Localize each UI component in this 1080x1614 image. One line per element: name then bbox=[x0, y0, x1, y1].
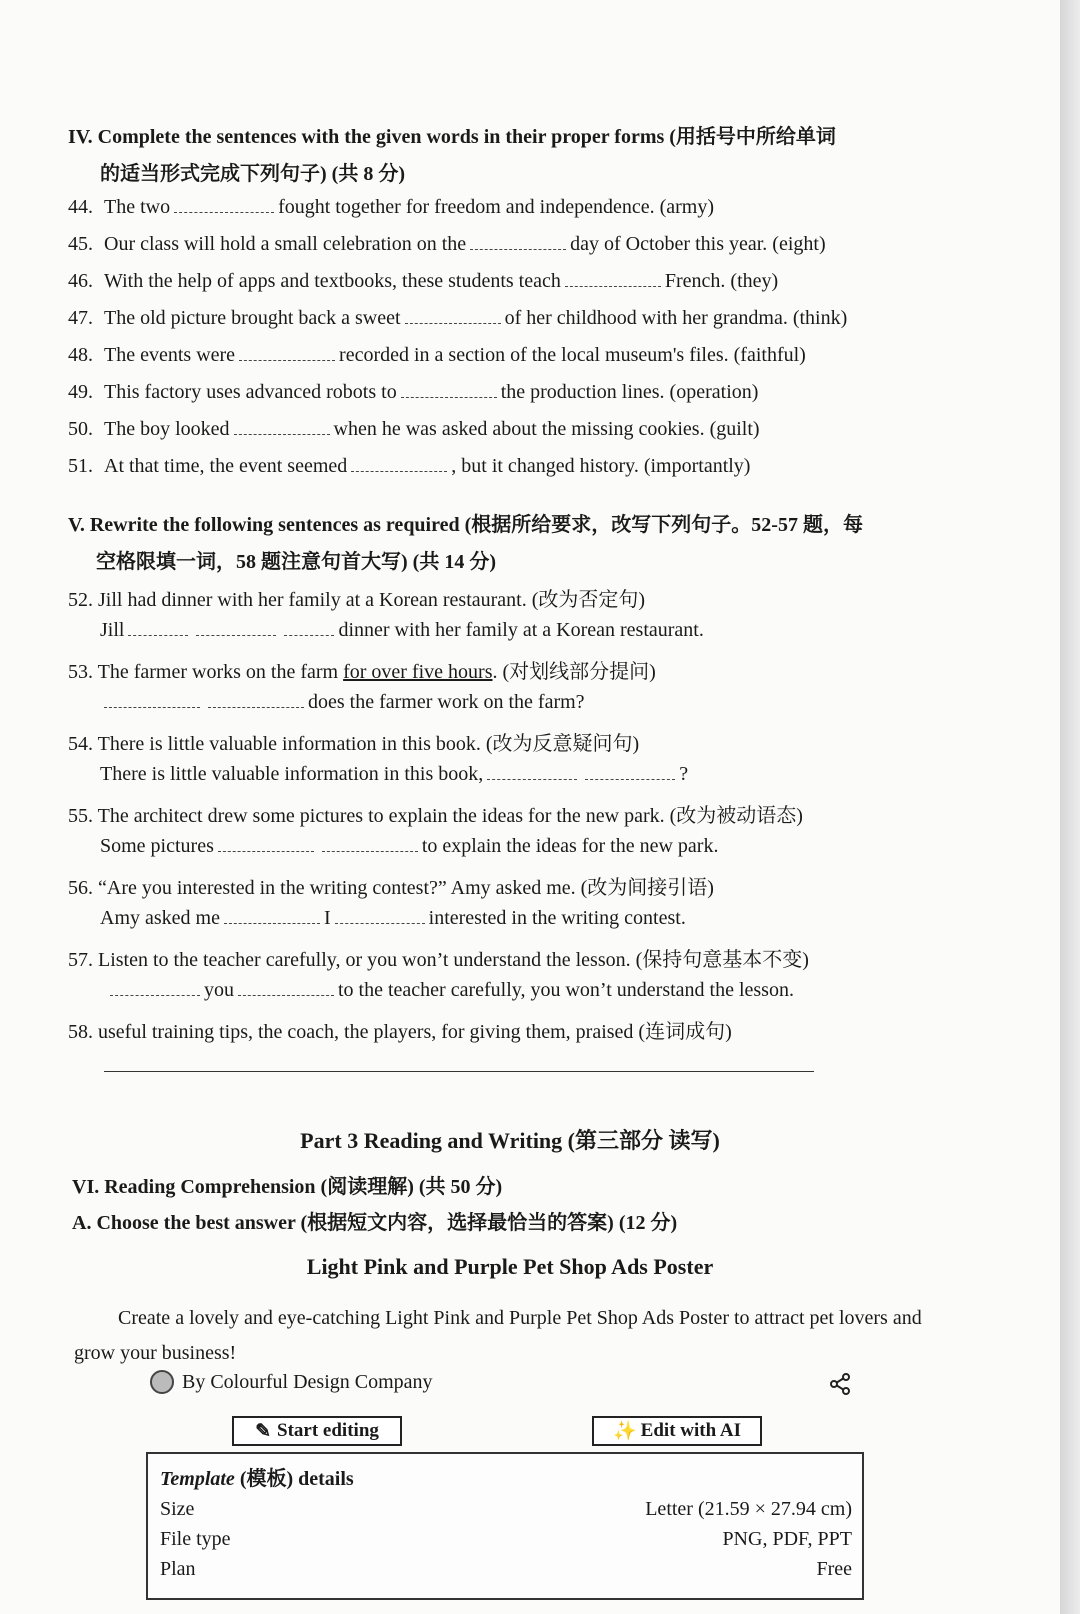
answer-53: does the farmer work on the farm? bbox=[100, 691, 585, 714]
section-6-heading: VI. Reading Comprehension (阅读理解) (共 50 分) bbox=[72, 1176, 503, 1198]
question-48: 48. The events were recorded in a section of the local museum's files. (faithful) bbox=[68, 344, 806, 366]
answer-blank[interactable] bbox=[234, 418, 330, 435]
answer-blank[interactable] bbox=[322, 835, 418, 852]
question-54: 54. There is little valuable information in this book. (改为反意疑问句) bbox=[68, 733, 640, 755]
edit-with-ai-button[interactable]: ✨ Edit with AI bbox=[592, 1416, 762, 1446]
template-details-box bbox=[146, 1452, 864, 1600]
answer-blank[interactable] bbox=[487, 763, 577, 780]
answer-blank[interactable] bbox=[224, 907, 320, 924]
answer-57: you to the teacher carefully, you won’t understand the lesson. bbox=[106, 979, 794, 1002]
answer-blank[interactable] bbox=[128, 619, 188, 636]
answer-blank[interactable] bbox=[351, 455, 447, 472]
section-4-heading-cont: 的适当形式完成下列句子) (共 8 分) bbox=[100, 163, 405, 185]
answer-blank[interactable] bbox=[208, 691, 304, 708]
pencil-icon: ✎ bbox=[255, 1420, 272, 1442]
section-a-heading: A. Choose the best answer (根据短文内容，选择最恰当的答案) (12 分) bbox=[72, 1212, 678, 1234]
answer-blank[interactable] bbox=[174, 196, 274, 213]
question-51: 51. At that time, the event seemed , but it changed history. (importantly) bbox=[68, 455, 751, 477]
details-row-plan: Plan Free bbox=[160, 1558, 852, 1580]
answer-blank[interactable] bbox=[238, 979, 334, 996]
question-44: 44. The two fought together for freedom and independence. (army) bbox=[68, 196, 715, 218]
details-row-file-type: File type PNG, PDF, PPT bbox=[160, 1528, 852, 1550]
intro-paragraph: Create a lovely and eye-catching Light Pink and Purple Pet Shop Ads Poster to attract pet lovers and grow your business! bbox=[74, 1307, 922, 1364]
answer-blank[interactable] bbox=[218, 835, 314, 852]
start-editing-button[interactable]: ✎ Start editing bbox=[232, 1416, 402, 1446]
answer-58-line[interactable] bbox=[104, 1071, 814, 1072]
question-55: 55. The architect drew some pictures to explain the ideas for the new park. (改为被动语态) bbox=[68, 805, 803, 827]
answer-blank[interactable] bbox=[401, 381, 497, 398]
question-49: 49. This factory uses advanced robots to the production lines. (operation) bbox=[68, 381, 759, 403]
answer-blank[interactable] bbox=[104, 691, 200, 708]
answer-54: There is little valuable information in this book, ? bbox=[100, 763, 689, 785]
company-logo-icon bbox=[150, 1370, 174, 1394]
answer-56: Amy asked me I interested in the writing contest. bbox=[100, 907, 686, 929]
answer-55: Some pictures to explain the ideas for the new park. bbox=[100, 835, 719, 857]
answer-blank[interactable] bbox=[110, 979, 200, 996]
question-56: 56. “Are you interested in the writing contest?” Amy asked me. (改为间接引语) bbox=[68, 877, 714, 899]
question-58: 58. useful training tips, the coach, the players, for giving them, praised (连词成句) bbox=[68, 1021, 732, 1043]
answer-blank[interactable] bbox=[196, 619, 276, 636]
section-5-heading-cont: 空格限填一词，58 题注意句首大写) (共 14 分) bbox=[96, 551, 496, 573]
section-4-heading: IV. Complete the sentences with the given words in their proper forms (用括号中所给单词 bbox=[68, 126, 836, 148]
share-icon[interactable] bbox=[828, 1372, 852, 1396]
question-45: 45. Our class will hold a small celebration on the day of October this year. (eight) bbox=[68, 233, 826, 255]
question-52: 52. Jill had dinner with her family at a Korean restaurant. (改为否定句) bbox=[68, 589, 646, 611]
question-53: 53. The farmer works on the farm for over five hours. (对划线部分提问) bbox=[68, 661, 656, 683]
poster-title: Light Pink and Purple Pet Shop Ads Poster bbox=[306, 1254, 714, 1279]
answer-blank[interactable] bbox=[335, 907, 425, 924]
answer-52: Jill dinner with her family at a Korean restaurant. bbox=[100, 619, 704, 641]
section-5-heading: V. Rewrite the following sentences as required (根据所给要求，改写下列句子。52-57 题，每 bbox=[68, 514, 863, 536]
details-title: Template (模板) details bbox=[160, 1468, 354, 1490]
question-47: 47. The old picture brought back a sweet of her childhood with her grandma. (think) bbox=[68, 307, 848, 329]
details-row-size: Size Letter (21.59 × 27.94 cm) bbox=[160, 1498, 852, 1520]
part-3-title: Part 3 Reading and Writing (第三部分 读写) bbox=[300, 1128, 720, 1153]
answer-blank[interactable] bbox=[239, 344, 335, 361]
question-57: 57. Listen to the teacher carefully, or you won’t understand the lesson. (保持句意基本不变) bbox=[68, 949, 809, 971]
page-edge bbox=[1060, 0, 1080, 1614]
answer-blank[interactable] bbox=[585, 763, 675, 780]
answer-blank[interactable] bbox=[470, 233, 566, 250]
answer-blank[interactable] bbox=[284, 619, 334, 636]
sparkle-icon: ✨ bbox=[613, 1421, 637, 1442]
question-46: 46. With the help of apps and textbooks, these students teach French. (they) bbox=[68, 270, 779, 292]
answer-blank[interactable] bbox=[565, 270, 661, 287]
answer-blank[interactable] bbox=[405, 307, 501, 324]
byline: By Colourful Design Company bbox=[150, 1370, 433, 1394]
question-50: 50. The boy looked when he was asked about the missing cookies. (guilt) bbox=[68, 418, 760, 440]
